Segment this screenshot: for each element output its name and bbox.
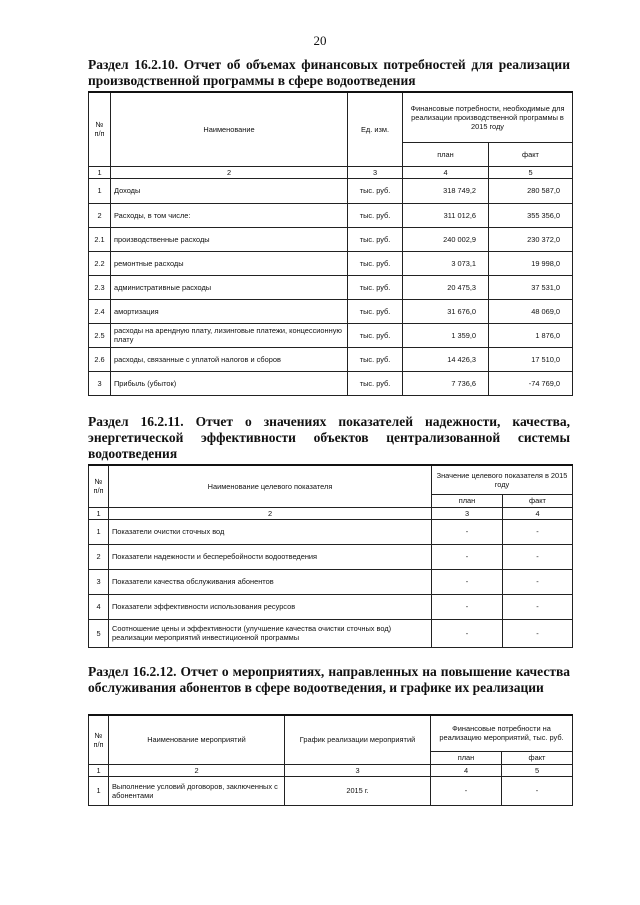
col-number: 4 bbox=[503, 507, 573, 519]
section-title: Раздел 16.2.11. Отчет о значениях показателей надежности, качества, энергетической эффективности объектов централизованной системы водоотведения bbox=[88, 414, 570, 461]
row-unit: тыс. руб. bbox=[348, 178, 403, 203]
table-row bbox=[89, 569, 573, 594]
table-row bbox=[89, 619, 573, 647]
col-number: 1 bbox=[89, 507, 109, 519]
row-num: 1 bbox=[89, 178, 111, 203]
col-header-schedule: График реализации мероприятий bbox=[285, 715, 431, 764]
col-header-fact: факт bbox=[489, 142, 573, 166]
indicators-table bbox=[88, 464, 573, 648]
col-number: 3 bbox=[348, 166, 403, 178]
col-number: 1 bbox=[89, 166, 111, 178]
row-plan: - bbox=[432, 519, 503, 544]
row-name: Показатели эффективности использования ресурсов bbox=[109, 594, 432, 619]
row-num: 2.6 bbox=[89, 347, 111, 371]
row-plan: 20 475,3 bbox=[403, 275, 489, 299]
row-unit: тыс. руб. bbox=[348, 323, 403, 347]
col-header-value: Значение целевого показателя в 2015 году bbox=[432, 465, 573, 494]
col-header-num: № п/п bbox=[89, 715, 109, 764]
col-number: 4 bbox=[431, 764, 502, 776]
table-row bbox=[89, 227, 573, 251]
row-num: 2 bbox=[89, 544, 109, 569]
table-row bbox=[89, 776, 573, 805]
section-title: Раздел 16.2.10. Отчет об объемах финансовых потребностей для реализации производственной программы в сфере водоотведения bbox=[88, 57, 570, 88]
row-fact: 37 531,0 bbox=[489, 275, 573, 299]
col-header-num: № п/п bbox=[89, 92, 111, 166]
table-row bbox=[89, 544, 573, 569]
col-number: 2 bbox=[109, 764, 285, 776]
financial-needs-table bbox=[88, 91, 573, 396]
row-name: амортизация bbox=[111, 299, 348, 323]
row-plan: 311 012,6 bbox=[403, 203, 489, 227]
row-num: 2.3 bbox=[89, 275, 111, 299]
row-name: Расходы, в том числе: bbox=[111, 203, 348, 227]
row-num: 3 bbox=[89, 371, 111, 395]
row-name: Доходы bbox=[111, 178, 348, 203]
row-unit: тыс. руб. bbox=[348, 347, 403, 371]
col-header-plan: план bbox=[431, 751, 502, 764]
col-header-plan: план bbox=[403, 142, 489, 166]
row-unit: тыс. руб. bbox=[348, 227, 403, 251]
row-fact: - bbox=[503, 594, 573, 619]
row-fact: 17 510,0 bbox=[489, 347, 573, 371]
row-plan: 31 676,0 bbox=[403, 299, 489, 323]
row-schedule: 2015 г. bbox=[285, 776, 431, 805]
row-num: 2.4 bbox=[89, 299, 111, 323]
column-numbers-row bbox=[89, 166, 573, 178]
row-unit: тыс. руб. bbox=[348, 299, 403, 323]
col-number: 3 bbox=[432, 507, 503, 519]
row-num: 2.5 bbox=[89, 323, 111, 347]
row-fact: - bbox=[503, 619, 573, 647]
row-num: 2 bbox=[89, 203, 111, 227]
row-num: 1 bbox=[89, 519, 109, 544]
row-unit: тыс. руб. bbox=[348, 251, 403, 275]
row-plan: - bbox=[431, 776, 502, 805]
row-fact: 48 069,0 bbox=[489, 299, 573, 323]
row-name: Показатели надежности и бесперебойности водоотведения bbox=[109, 544, 432, 569]
row-fact: 1 876,0 bbox=[489, 323, 573, 347]
row-plan: - bbox=[432, 619, 503, 647]
row-plan: 318 749,2 bbox=[403, 178, 489, 203]
col-number: 5 bbox=[489, 166, 573, 178]
page-number: 20 bbox=[313, 33, 327, 48]
row-fact: - bbox=[503, 519, 573, 544]
col-header-fact: факт bbox=[502, 751, 573, 764]
row-num: 2.2 bbox=[89, 251, 111, 275]
col-number: 4 bbox=[403, 166, 489, 178]
table-row bbox=[89, 594, 573, 619]
row-name: производственные расходы bbox=[111, 227, 348, 251]
table-row bbox=[89, 203, 573, 227]
row-num: 5 bbox=[89, 619, 109, 647]
measures-table bbox=[88, 714, 573, 806]
row-fact: -74 769,0 bbox=[489, 371, 573, 395]
row-name: Соотношение цены и эффективности (улучшение качества очистки сточных вод) реализации мероприятий инвестиционной программы bbox=[109, 619, 432, 647]
row-name: расходы на арендную плату, лизинговые платежи, концессионную плату bbox=[111, 323, 348, 347]
col-number: 2 bbox=[109, 507, 432, 519]
row-num: 4 bbox=[89, 594, 109, 619]
table-row bbox=[89, 371, 573, 395]
row-name: ремонтные расходы bbox=[111, 251, 348, 275]
row-fact: 19 998,0 bbox=[489, 251, 573, 275]
section-title: Раздел 16.2.12. Отчет о мероприятиях, направленных на повышение качества обслуживания абонентов в сфере водоотведения, и графике их реализации bbox=[88, 664, 570, 695]
row-unit: тыс. руб. bbox=[348, 371, 403, 395]
col-number: 3 bbox=[285, 764, 431, 776]
row-name: Показатели очистки сточных вод bbox=[109, 519, 432, 544]
col-header-unit: Ед. изм. bbox=[348, 92, 403, 166]
row-fact: 230 372,0 bbox=[489, 227, 573, 251]
row-fact: - bbox=[503, 569, 573, 594]
row-fact: 280 587,0 bbox=[489, 178, 573, 203]
table-row bbox=[89, 251, 573, 275]
row-plan: - bbox=[432, 594, 503, 619]
row-unit: тыс. руб. bbox=[348, 203, 403, 227]
row-plan: - bbox=[432, 544, 503, 569]
table-row bbox=[89, 299, 573, 323]
col-header-need: Финансовые потребности, необходимые для реализации производственной программы в 2015 году bbox=[403, 92, 573, 142]
table-row bbox=[89, 347, 573, 371]
row-fact: - bbox=[502, 776, 573, 805]
col-header-name: Наименование bbox=[111, 92, 348, 166]
row-name: Прибыль (убыток) bbox=[111, 371, 348, 395]
col-header-name: Наименование мероприятий bbox=[109, 715, 285, 764]
table-row bbox=[89, 178, 573, 203]
row-unit: тыс. руб. bbox=[348, 275, 403, 299]
row-plan: 1 359,0 bbox=[403, 323, 489, 347]
row-name: административные расходы bbox=[111, 275, 348, 299]
column-numbers-row bbox=[89, 764, 573, 776]
row-num: 3 bbox=[89, 569, 109, 594]
row-plan: - bbox=[432, 569, 503, 594]
table-row bbox=[89, 519, 573, 544]
col-number: 5 bbox=[502, 764, 573, 776]
row-plan: 7 736,6 bbox=[403, 371, 489, 395]
row-num: 1 bbox=[89, 776, 109, 805]
col-header-plan: план bbox=[432, 494, 503, 507]
row-num: 2.1 bbox=[89, 227, 111, 251]
row-plan: 240 002,9 bbox=[403, 227, 489, 251]
table-row bbox=[89, 275, 573, 299]
row-name: Показатели качества обслуживания абонентов bbox=[109, 569, 432, 594]
col-header-need: Финансовые потребности на реализацию мероприятий, тыс. руб. bbox=[431, 715, 573, 751]
col-header-name: Наименование целевого показателя bbox=[109, 465, 432, 507]
table-row bbox=[89, 323, 573, 347]
row-name: Выполнение условий договоров, заключенных с абонентами bbox=[109, 776, 285, 805]
col-header-num: № п/п bbox=[89, 465, 109, 507]
column-numbers-row bbox=[89, 507, 573, 519]
row-fact: 355 356,0 bbox=[489, 203, 573, 227]
row-plan: 14 426,3 bbox=[403, 347, 489, 371]
col-header-fact: факт bbox=[503, 494, 573, 507]
col-number: 1 bbox=[89, 764, 109, 776]
row-fact: - bbox=[503, 544, 573, 569]
row-name: расходы, связанные с уплатой налогов и сборов bbox=[111, 347, 348, 371]
row-plan: 3 073,1 bbox=[403, 251, 489, 275]
col-number: 2 bbox=[111, 166, 348, 178]
